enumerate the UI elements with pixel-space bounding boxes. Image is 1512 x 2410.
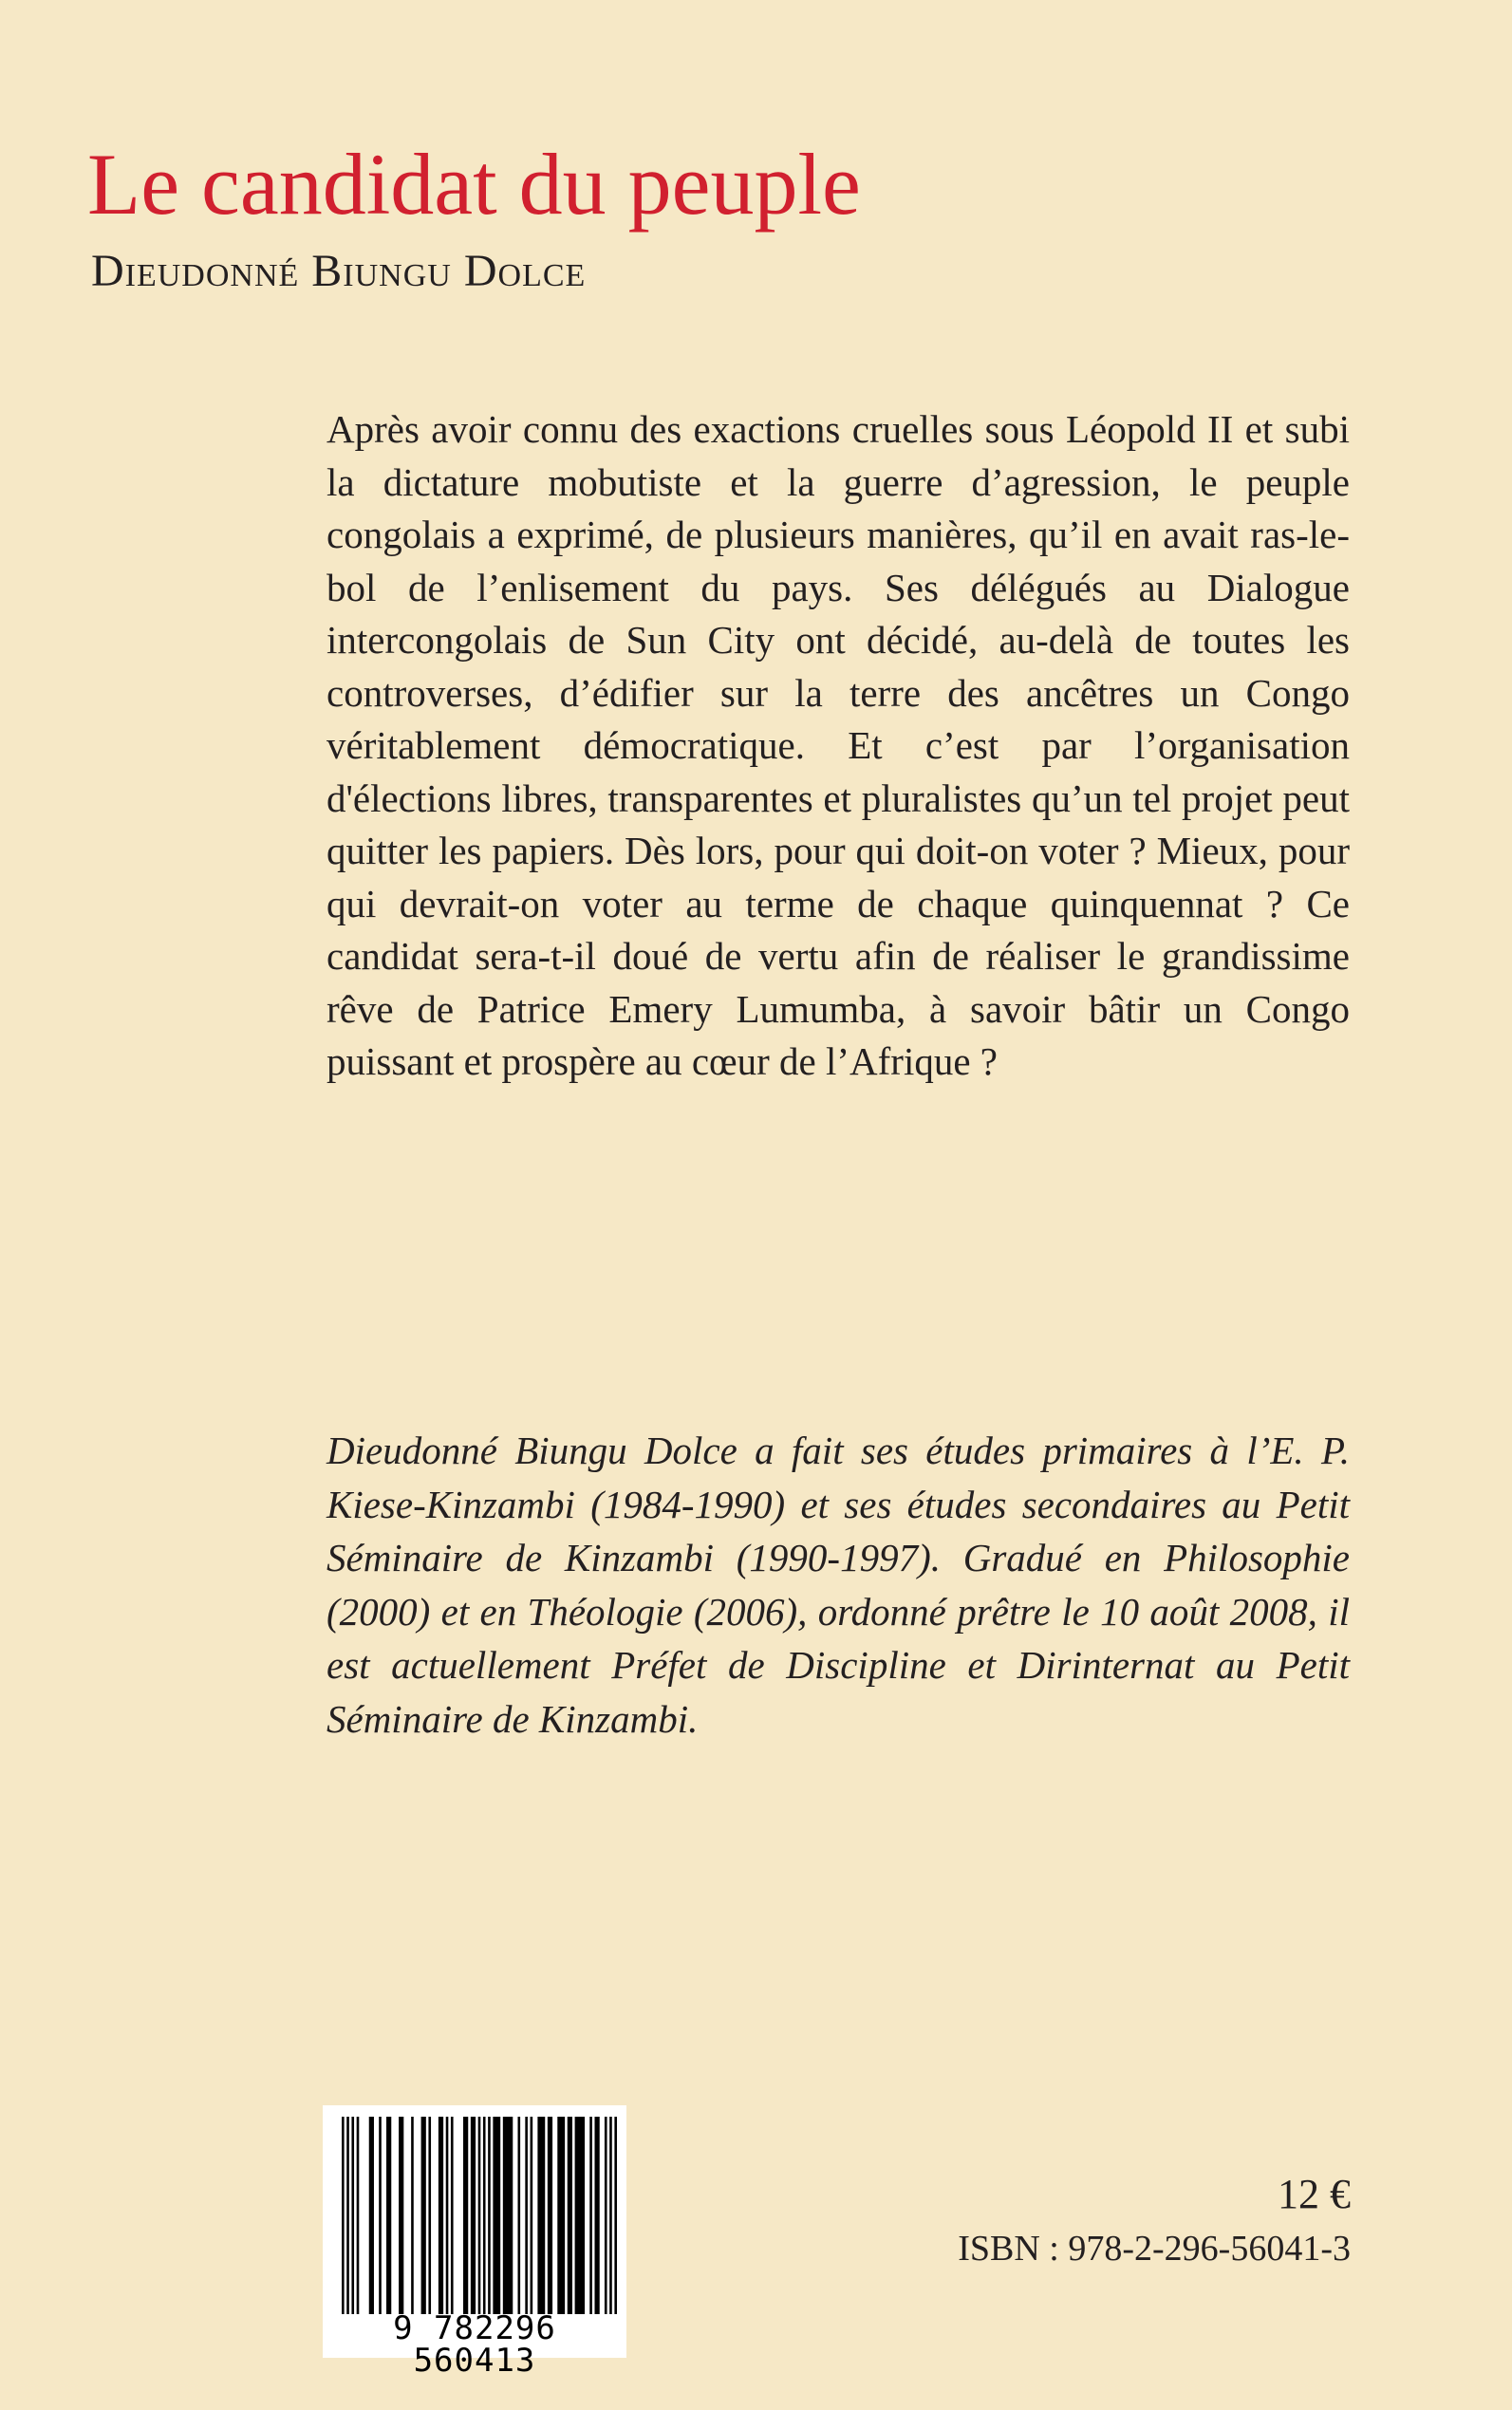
barcode-bar <box>488 2117 491 2314</box>
book-blurb: Après avoir connu des exactions cruelles sous Léopold II et subi la dictature mobutiste et la guerre d’agression, le peuple congolais a exprimé, de plusieurs manières, qu’il en avait ras-le-bol de l’enlisement du pays. Ses délégués au Dialogue intercongolais de Sun City ont décidé, au-delà de toutes les controverses, d’édifier sur la terre des ancêtres un Congo véritablement démocratique. Et c’est par l’organisation d'élections libres, transparentes et pluralistes qu’un tel projet peut quitter les papiers. Dès lors, pour qui doit-on voter ? Mieux, pour qui devrait-on voter au terme de chaque quinquennat ? Ce candidat sera-t-il doué de vertu afin de réaliser le grandissime rêve de Patrice Emery Lumumba, à savoir bâtir un Congo puissant et prospère au cœur de l’Afrique ? <box>327 407 1350 1083</box>
barcode <box>323 2105 626 2380</box>
barcode-bar <box>351 2117 354 2314</box>
barcode-bar <box>575 2117 585 2314</box>
barcode-bar <box>589 2117 592 2314</box>
barcode-bar <box>346 2117 349 2314</box>
barcode-bar <box>537 2117 545 2314</box>
barcode-bar <box>369 2117 374 2314</box>
author-name: Dieudonné Biungu Dolce <box>91 246 587 296</box>
isbn: ISBN : 978-2-296-56041-3 <box>958 2229 1351 2269</box>
barcode-bar <box>548 2117 552 2314</box>
barcode-bar <box>478 2117 481 2314</box>
barcode-bar <box>439 2117 443 2314</box>
barcode-bar <box>609 2117 612 2314</box>
barcode-bar <box>451 2117 454 2314</box>
barcode-bar <box>357 2117 360 2314</box>
barcode-bar <box>342 2117 345 2314</box>
barcode-bar <box>557 2117 565 2314</box>
barcode-bar <box>379 2117 382 2314</box>
author-bio: Dieudonné Biungu Dolce a fait ses études primaires à l’E. P. Kiese-Kinzambi (1984-1990) et ses études secondaires au Petit Séminaire de Kinzambi (1990-1997). Gradué en Philosophie (2000) et en Théologie (2006), ordonné prêtre le 10 août 2008, il est actuellement Préfet de Discipline et Dirinternat au Petit Séminaire de Kinzambi. <box>327 1429 1350 1741</box>
barcode-bar <box>428 2117 431 2314</box>
barcode-bar <box>568 2117 572 2314</box>
book-title: Le candidat du peuple <box>87 136 861 233</box>
barcode-bar <box>421 2117 426 2314</box>
barcode-bar <box>518 2117 521 2314</box>
barcode-bar <box>531 2117 533 2314</box>
barcode-bar <box>411 2117 414 2314</box>
barcode-bars <box>342 2117 617 2314</box>
barcode-bar <box>503 2117 513 2314</box>
barcode-bar <box>446 2117 449 2314</box>
price: 12 € <box>1278 2171 1351 2217</box>
barcode-bar <box>399 2117 403 2314</box>
barcode-bar <box>614 2117 617 2314</box>
barcode-digits: 9 782296 560413 <box>393 2309 556 2380</box>
barcode-bar <box>386 2117 391 2314</box>
barcode-bar <box>605 2117 607 2314</box>
barcode-bar <box>525 2117 528 2314</box>
barcode-bar <box>594 2117 599 2314</box>
barcode-bar <box>463 2117 468 2314</box>
barcode-bar <box>493 2117 500 2314</box>
barcode-bar <box>483 2117 486 2314</box>
barcode-bar <box>471 2117 476 2314</box>
